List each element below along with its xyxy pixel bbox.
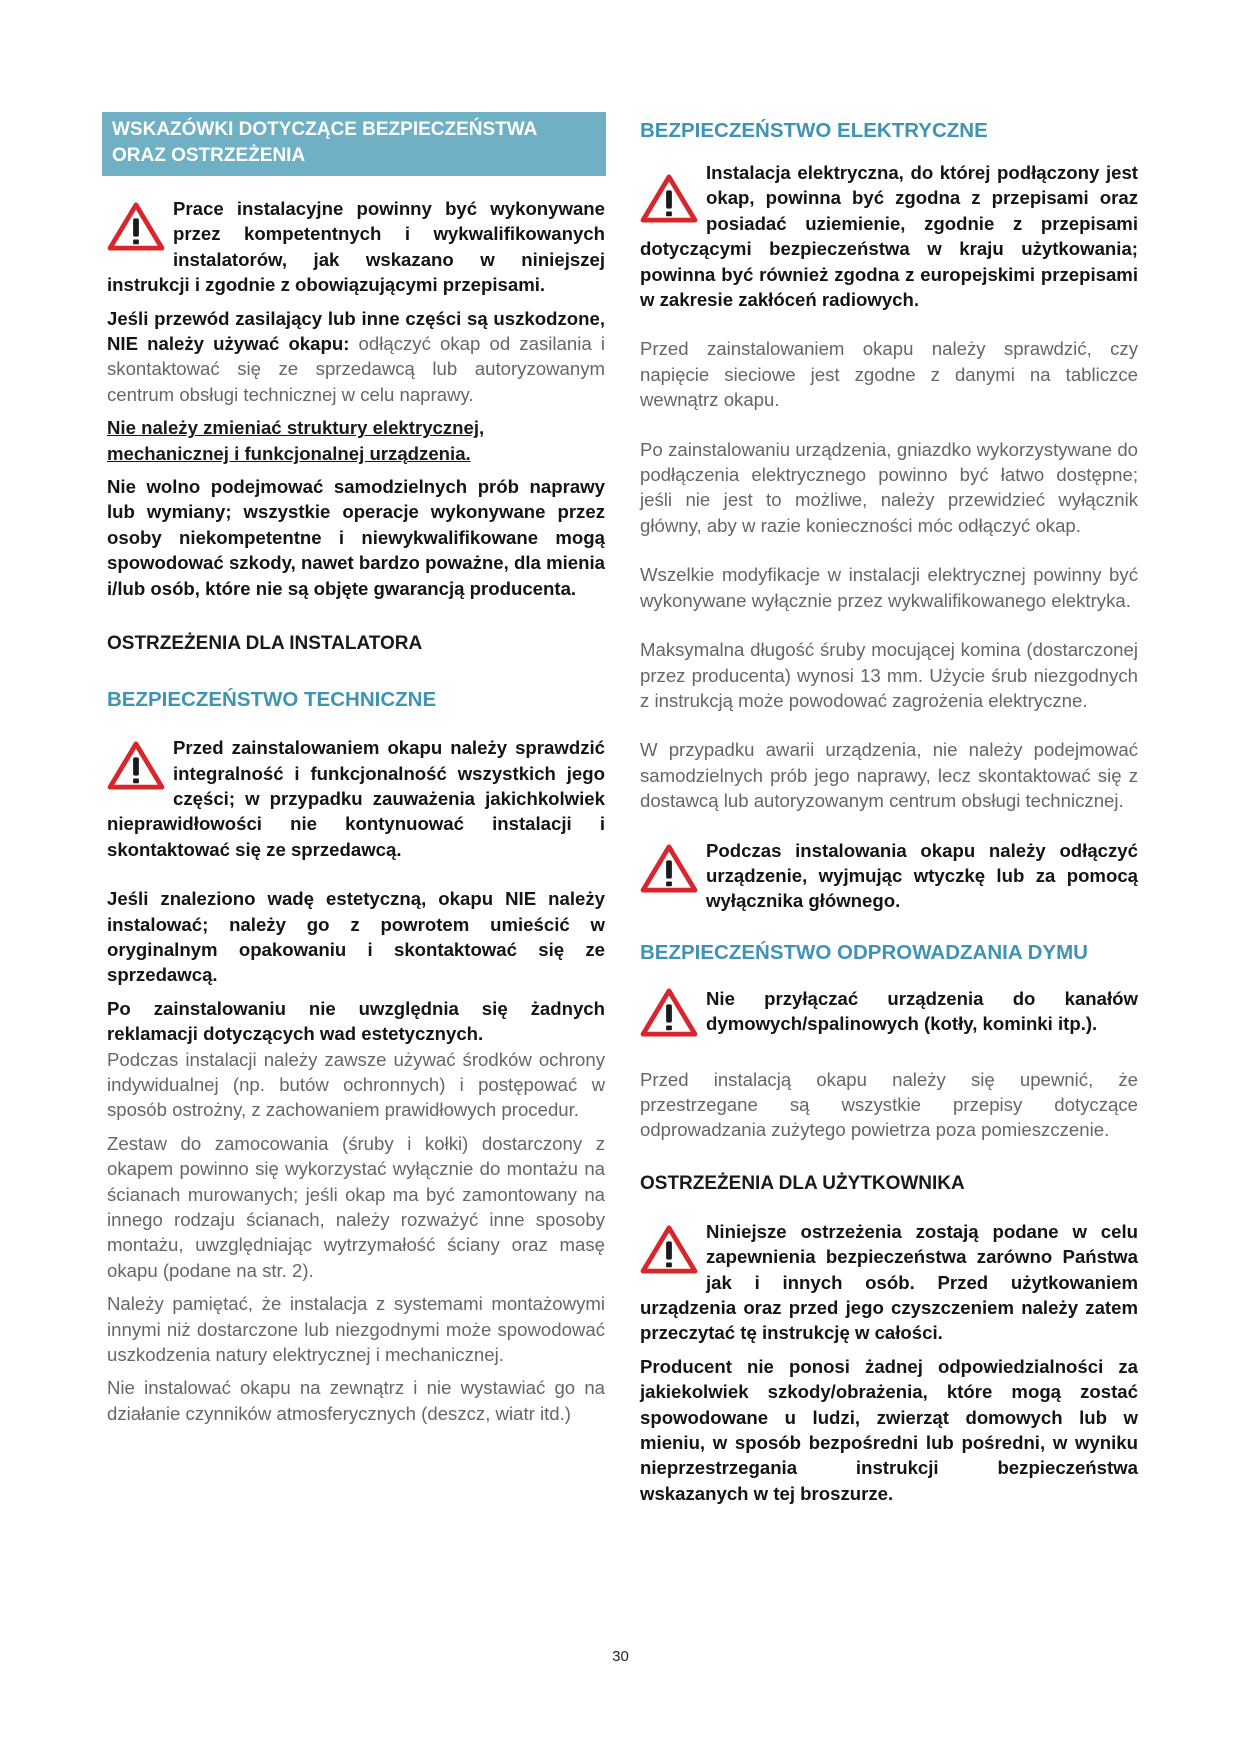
warning-icon [640,174,698,224]
page-number: 30 [612,1648,629,1665]
paragraph-screw: Maksymalna długość śruby mocującej komina (dostarczonej przez producenta) wynosi 13 mm. Użycie śrub niezgodnych z instrukcją może powodować zagrożenia elektryczne. [640,639,1138,711]
paragraph-outdoor: Nie instalować okapu na zewnątrz i nie wystawiać go na działanie czynników atmosferycznych (deszcz, wiatr itd.) [107,1377,605,1424]
paragraph-modifications: Wszelkie modyfikacje w instalacji elektrycznej powinny być wykonywane wyłącznie przez wykwalifikowanego elektryka. [640,564,1138,611]
heading-electrical-safety: BEZPIECZEŃSTWO ELEKTRYCZNE [640,119,988,142]
warning-text: Przed zainstalowaniem okapu należy sprawdzić integralność i funkcjonalność wszystkich jego części; w przypadku zauważenia jakichkolwiek nieprawidłowości nie kontynuować instalacji i skontaktować się ze sprzedawcą. [107,737,605,860]
paragraph-liability: Producent nie ponosi żadnej odpowiedzialności za jakiekolwiek szkody/obrażenia, które mogą zostać spowodowane u ludzi, zwierząt domowych lub w mieniu, w sposób bezpośredni lub pośredni, w wyniku nieprzestrzegania instrukcji bezpieczeństwa wskazanych w tej broszurze. [640,1355,1138,1504]
warning-text: Prace instalacyjne powinny być wykonywane przez kompetentnych i wykwalifikowanych instalatorów, jak wskazano w niniejszej instrukcji i zgodnie z obowiązującymi przepisami. [107,198,605,296]
paragraph-socket: Po zainstalowaniu urządzenia, gniazdko wykorzystywane do podłączenia elektrycznego powinno być łatwo dostępne; jeśli nie jest to możliwe, należy przewidzieć wyłącznik główny, aby w razie konieczności móc odłączyć okap. [640,438,1138,536]
warning-icon [640,844,698,894]
warning-icon [107,741,165,791]
paragraph-kit: Zestaw do zamocowania (śruby i kołki) dostarczony z okapem powinno się wykorzystać wyłącznie do montażu na ścianach murowanych; jeśli okap ma być zamontowany na innego rodzaju ścianach, należy rozważyć inne sposoby montażu, uwzględniając wytrzymałość ściany oraz masę okapu (podane na str. 2). [107,1132,605,1281]
paragraph-no-modify: Nie należy zmieniać struktury elektrycznej, mechanicznej i funkcjonalnej urządzenia. [107,417,485,464]
warning-text: Podczas instalowania okapu należy odłączyć urządzenie, wyjmując wtyczkę lub za pomocą wyłącznika głównego. [706,839,1138,912]
paragraph-no-repair: Nie wolno podejmować samodzielnych prób naprawy lub wymiany; wszystkie operacje wykonywane przez osoby niekompetentne i niewykwalifikowane mogą spowodować szkody, nawet bardzo poważne, dla mienia i/lub osób, które nie są objęte gwarancją producenta. [107,476,605,599]
heading-user-warnings: OSTRZEŻENIA DLA UŻYTKOWNIKA [640,1172,965,1194]
left-column [107,196,605,1426]
banner-line-1: WSKAZÓWKI DOTYCZĄCE BEZPIECZEŃSTWA [112,119,538,140]
warning-text: Nie przyłączać urządzenia do kanałów dymowych/spalinowych (kotły, kominki itp.). [706,987,1138,1035]
warning-block-electrical [640,160,1138,312]
warning-block-user [640,1219,1138,1346]
paragraph-ppe: Podczas instalacji należy zawsze używać środków ochrony indywidualnej (np. butów ochronnych) i postępować w sposób ostrożny, z zachowaniem prawidłowych procedur. [107,1048,605,1121]
paragraph-other-systems: Należy pamiętać, że instalacja z systemami montażowymi innymi niż dostarczone lub niezgodnymi może spowodować uszkodzenia natury elektrycznej i mechanicznej. [107,1293,605,1366]
banner-line-2: ORAZ OSTRZEŻENIA [112,145,306,166]
warning-block-installers [107,196,605,298]
paragraph-failure: W przypadku awarii urządzenia, nie należy podejmować samodzielnych prób jego naprawy, lecz skontaktować się z dostawcą lub autoryzowanym centrum obsługi technicznej. [640,739,1138,812]
warning-block-integrity [107,735,605,862]
warning-text: Niniejsze ostrzeżenia zostają podane w celu zapewnienia bezpieczeństwa zarówno Państwa jak i innych osób. Przed użytkowaniem urządzenia oraz przed jego czyszczeniem należy zatem przeczytać tę instrukcję w całości. [640,1220,1138,1344]
paragraph-cord-light: odłączyć okap od zasilania i skontaktować się ze sprzedawcą lub autoryzowanym centrum obsługi technicznej w celu naprawy. [107,333,605,405]
right-column [640,118,1138,1506]
warning-icon [640,1225,698,1275]
warning-icon [107,202,165,252]
heading-smoke-safety: BEZPIECZEŃSTWO ODPROWADZANIA DYMU [640,940,1088,964]
warning-icon [640,988,698,1038]
paragraph-cord [107,306,605,408]
paragraph-no-claims: Po zainstalowaniu nie uwzględnia się żadnych reklamacji dotyczących wad estetycznych. [107,997,605,1045]
paragraph-voltage: Przed zainstalowaniem okapu należy sprawdzić, czy napięcie sieciowe jest zgodne z danymi na tabliczce wewnątrz okapu. [640,338,1138,411]
paragraph-cord-bold: Jeśli przewód zasilający lub inne części są uszkodzone, NIE należy używać okapu: [107,307,605,355]
warning-text: Instalacja elektryczna, do której podłączony jest okap, powinna być zgodna z przepisami oraz posiadać uziemienie, zgodnie z przepisami dotyczącymi bezpieczeństwa w kraju użytkowania; powinna być również zgodna z europejskimi przepisami w zakresie zakłóceń radiowych. [640,162,1138,311]
warning-block-disconnect [640,838,1138,914]
paragraph-exhaust: Przed instalacją okapu należy się upewnić, że przestrzegane są wszystkie przepisy dotyczące odprowadzania zużytego powietrza poza pomieszczenie. [640,1068,1138,1141]
section-banner [102,112,606,176]
warning-block-flues [640,986,1138,1037]
paragraph-defect: Jeśli znaleziono wadę estetyczną, okapu NIE należy instalować; należy go z powrotem umieścić w oryginalnym opakowaniu i skontaktować się ze sprzedawcą. [107,888,605,986]
heading-technical-safety: BEZPIECZEŃSTWO TECHNICZNE [107,688,437,712]
heading-installer: OSTRZEŻENIA DLA INSTALATORA [107,633,423,655]
